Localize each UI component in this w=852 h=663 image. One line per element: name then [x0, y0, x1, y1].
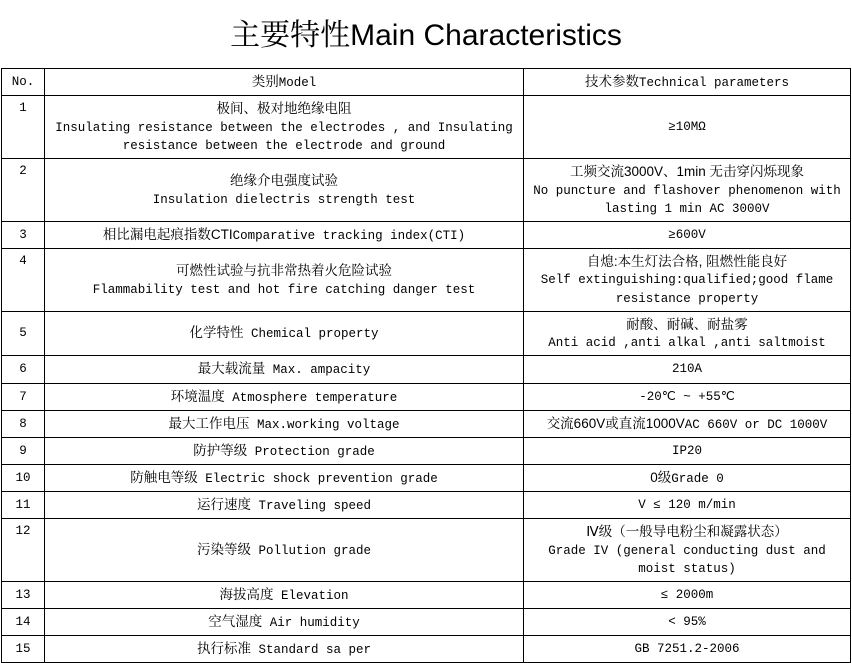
- row-number: 13: [2, 581, 45, 608]
- row-parameter: [524, 158, 851, 221]
- table-row: [2, 221, 851, 248]
- row-model-en: Chemical property: [243, 327, 379, 342]
- row-model-cn: 环境温度: [170, 388, 225, 404]
- row-model-text: [49, 323, 519, 343]
- table-row: [2, 581, 851, 608]
- row-parameter-en: No puncture and flashover phenomenon with lasting 1 min AC 3000V: [533, 183, 841, 216]
- row-model-en: Standard sa per: [250, 643, 372, 658]
- row-model-cn: 空气湿度: [208, 614, 263, 630]
- row-parameter: [524, 464, 851, 491]
- row-number: 1: [2, 96, 45, 159]
- page-title-en: Main Characteristics: [350, 19, 622, 52]
- row-model: [45, 437, 524, 464]
- row-model-cn: 防触电等级: [130, 469, 198, 485]
- main-characteristics-table: [1, 68, 851, 663]
- row-model: [45, 248, 524, 311]
- row-number: 15: [2, 636, 45, 663]
- row-parameter-text: [528, 414, 846, 434]
- row-model-en: Insulating resistance between the electrodes , and Insulating resistance between the electrode and ground: [55, 120, 513, 153]
- row-parameter: [524, 636, 851, 663]
- row-parameter: [524, 221, 851, 248]
- row-parameter-en: -20℃ ~ +55℃: [639, 389, 735, 404]
- table-row: [2, 519, 851, 582]
- row-model: [45, 356, 524, 383]
- row-model-cn: 化学特性: [189, 325, 244, 341]
- row-model-cn: 海拔高度: [219, 586, 274, 602]
- row-parameter-en: Self extinguishing:qualified;good flame resistance property: [540, 273, 834, 306]
- row-model-text: [49, 495, 519, 515]
- row-model-en: Atmosphere temperature: [224, 390, 398, 405]
- row-parameter-cn: Ⅳ级（一般导电粉尘和凝露状态）: [586, 524, 788, 540]
- row-model: [45, 383, 524, 410]
- row-parameter: [524, 383, 851, 410]
- row-number: 14: [2, 609, 45, 636]
- row-parameter-en: GB 7251.2-2006: [634, 642, 740, 657]
- row-model-en: Protection grade: [247, 444, 375, 459]
- row-model-en: Traveling speed: [250, 499, 372, 513]
- row-model-en: Max.working voltage: [249, 417, 400, 432]
- row-model: [45, 311, 524, 356]
- table-header-row: [2, 69, 851, 96]
- row-model: [45, 464, 524, 491]
- row-model-text: [49, 441, 519, 461]
- row-model-text: [49, 414, 519, 434]
- row-number: 3: [2, 221, 45, 248]
- row-model-en: Max. ampacity: [265, 363, 371, 378]
- row-parameter-en: IP20: [671, 443, 702, 458]
- row-parameter-en: ≤ 2000m: [660, 587, 714, 602]
- row-number: 12: [2, 519, 45, 582]
- table-row: [2, 311, 851, 356]
- table-row: [2, 492, 851, 519]
- row-model-cn: 极间、极对地绝缘电阻: [216, 101, 352, 117]
- row-model-text: [49, 225, 519, 245]
- row-model-text: [49, 468, 519, 488]
- row-model-cn: 最大载流量: [197, 361, 266, 377]
- page-title: [0, 0, 852, 68]
- row-number: 6: [2, 356, 45, 383]
- row-parameter-en: 210A: [671, 362, 702, 377]
- row-model: [45, 636, 524, 663]
- row-parameter: [524, 356, 851, 383]
- row-model: [45, 519, 524, 582]
- row-model: [45, 581, 524, 608]
- row-model-cn: 防护等级: [193, 442, 248, 458]
- header-model-text: 类别Model: [251, 74, 317, 90]
- table-row: [2, 248, 851, 311]
- row-model-cn: 可燃性试验与抗非常热着火危险试验: [176, 262, 392, 278]
- row-parameter-en: < 95%: [668, 615, 706, 630]
- page-title-cn: 主要特性: [230, 19, 351, 52]
- row-parameter-cn: 耐酸、耐碱、耐盐雾: [626, 316, 748, 332]
- row-parameter-en: AC 660V or DC 1000V: [684, 417, 828, 432]
- row-parameter-en: Anti acid ,anti alkal ,anti saltmoist: [548, 336, 826, 351]
- row-parameter-cn: 工频交流3000V、1min 无击穿闪烁现象: [569, 163, 805, 179]
- table-row: [2, 609, 851, 636]
- row-model-en: Electric shock prevention grade: [197, 471, 438, 486]
- row-parameter-cn: 0级: [650, 469, 672, 485]
- row-parameter: [524, 492, 851, 519]
- row-number: 10: [2, 464, 45, 491]
- row-model-en: Insulation dielectris strength test: [152, 192, 416, 207]
- row-model: [45, 96, 524, 159]
- table-row: [2, 158, 851, 221]
- row-model-cn: 污染等级: [196, 541, 251, 557]
- row-parameter-en: Grade 0: [671, 471, 724, 486]
- row-parameter-cn: 自熄:本生灯法合格, 阻燃性能良好: [586, 253, 788, 269]
- row-model-text: [49, 639, 519, 659]
- row-model: [45, 410, 524, 437]
- row-parameter-en: ≥10MΩ: [668, 119, 706, 134]
- row-model-cn: 执行标准: [196, 641, 251, 657]
- table-row: [2, 636, 851, 663]
- row-parameter-cn: 交流660V或直流1000V: [546, 415, 685, 431]
- table-row: [2, 356, 851, 383]
- table-body: [2, 69, 851, 663]
- row-number: 9: [2, 437, 45, 464]
- row-model-en: Elevation: [273, 588, 349, 603]
- row-number: 11: [2, 492, 45, 519]
- row-model: [45, 492, 524, 519]
- row-model-en: Flammability test and hot fire catching danger test: [92, 282, 476, 297]
- table-row: [2, 383, 851, 410]
- row-parameter-text: [528, 468, 846, 488]
- row-parameter: [524, 248, 851, 311]
- row-parameter: [524, 437, 851, 464]
- table-row: [2, 410, 851, 437]
- row-model-en: Air humidity: [262, 616, 360, 631]
- table-row: [2, 96, 851, 159]
- header-param: [524, 69, 851, 96]
- row-parameter: [524, 609, 851, 636]
- row-model-en: Comparative tracking index(CTI): [232, 228, 466, 243]
- row-model-text: [49, 585, 519, 605]
- row-model: [45, 609, 524, 636]
- row-parameter-en: ≥600V: [668, 227, 706, 242]
- row-model-cn: 最大工作电压: [168, 415, 250, 431]
- row-model-text: [49, 359, 519, 379]
- row-model-text: [49, 612, 519, 632]
- row-model-text: [49, 540, 519, 560]
- row-parameter: [524, 519, 851, 582]
- row-parameter: [524, 581, 851, 608]
- row-number: 2: [2, 158, 45, 221]
- row-model-cn: 运行速度: [196, 497, 251, 512]
- table-row: [2, 437, 851, 464]
- row-model-en: Pollution grade: [250, 543, 372, 558]
- row-number: 5: [2, 311, 45, 356]
- row-parameter-en: Grade IV (general conducting dust and moist status): [548, 543, 826, 576]
- row-parameter: [524, 311, 851, 356]
- header-param-text: 技术参数Technical parameters: [584, 74, 790, 90]
- row-model: [45, 158, 524, 221]
- row-number: 8: [2, 410, 45, 437]
- row-number: 4: [2, 248, 45, 311]
- row-number: 7: [2, 383, 45, 410]
- header-no: No.: [2, 69, 45, 96]
- row-model-cn: 绝缘介电强度试验: [230, 173, 338, 188]
- header-model: [45, 69, 524, 96]
- row-parameter: [524, 96, 851, 159]
- row-model: [45, 221, 524, 248]
- table-row: [2, 464, 851, 491]
- row-model-cn: 相比漏电起痕指数CTI: [102, 226, 233, 242]
- row-model-text: [49, 387, 519, 407]
- row-parameter: [524, 410, 851, 437]
- row-parameter-en: V ≤ 120 m/min: [638, 498, 736, 512]
